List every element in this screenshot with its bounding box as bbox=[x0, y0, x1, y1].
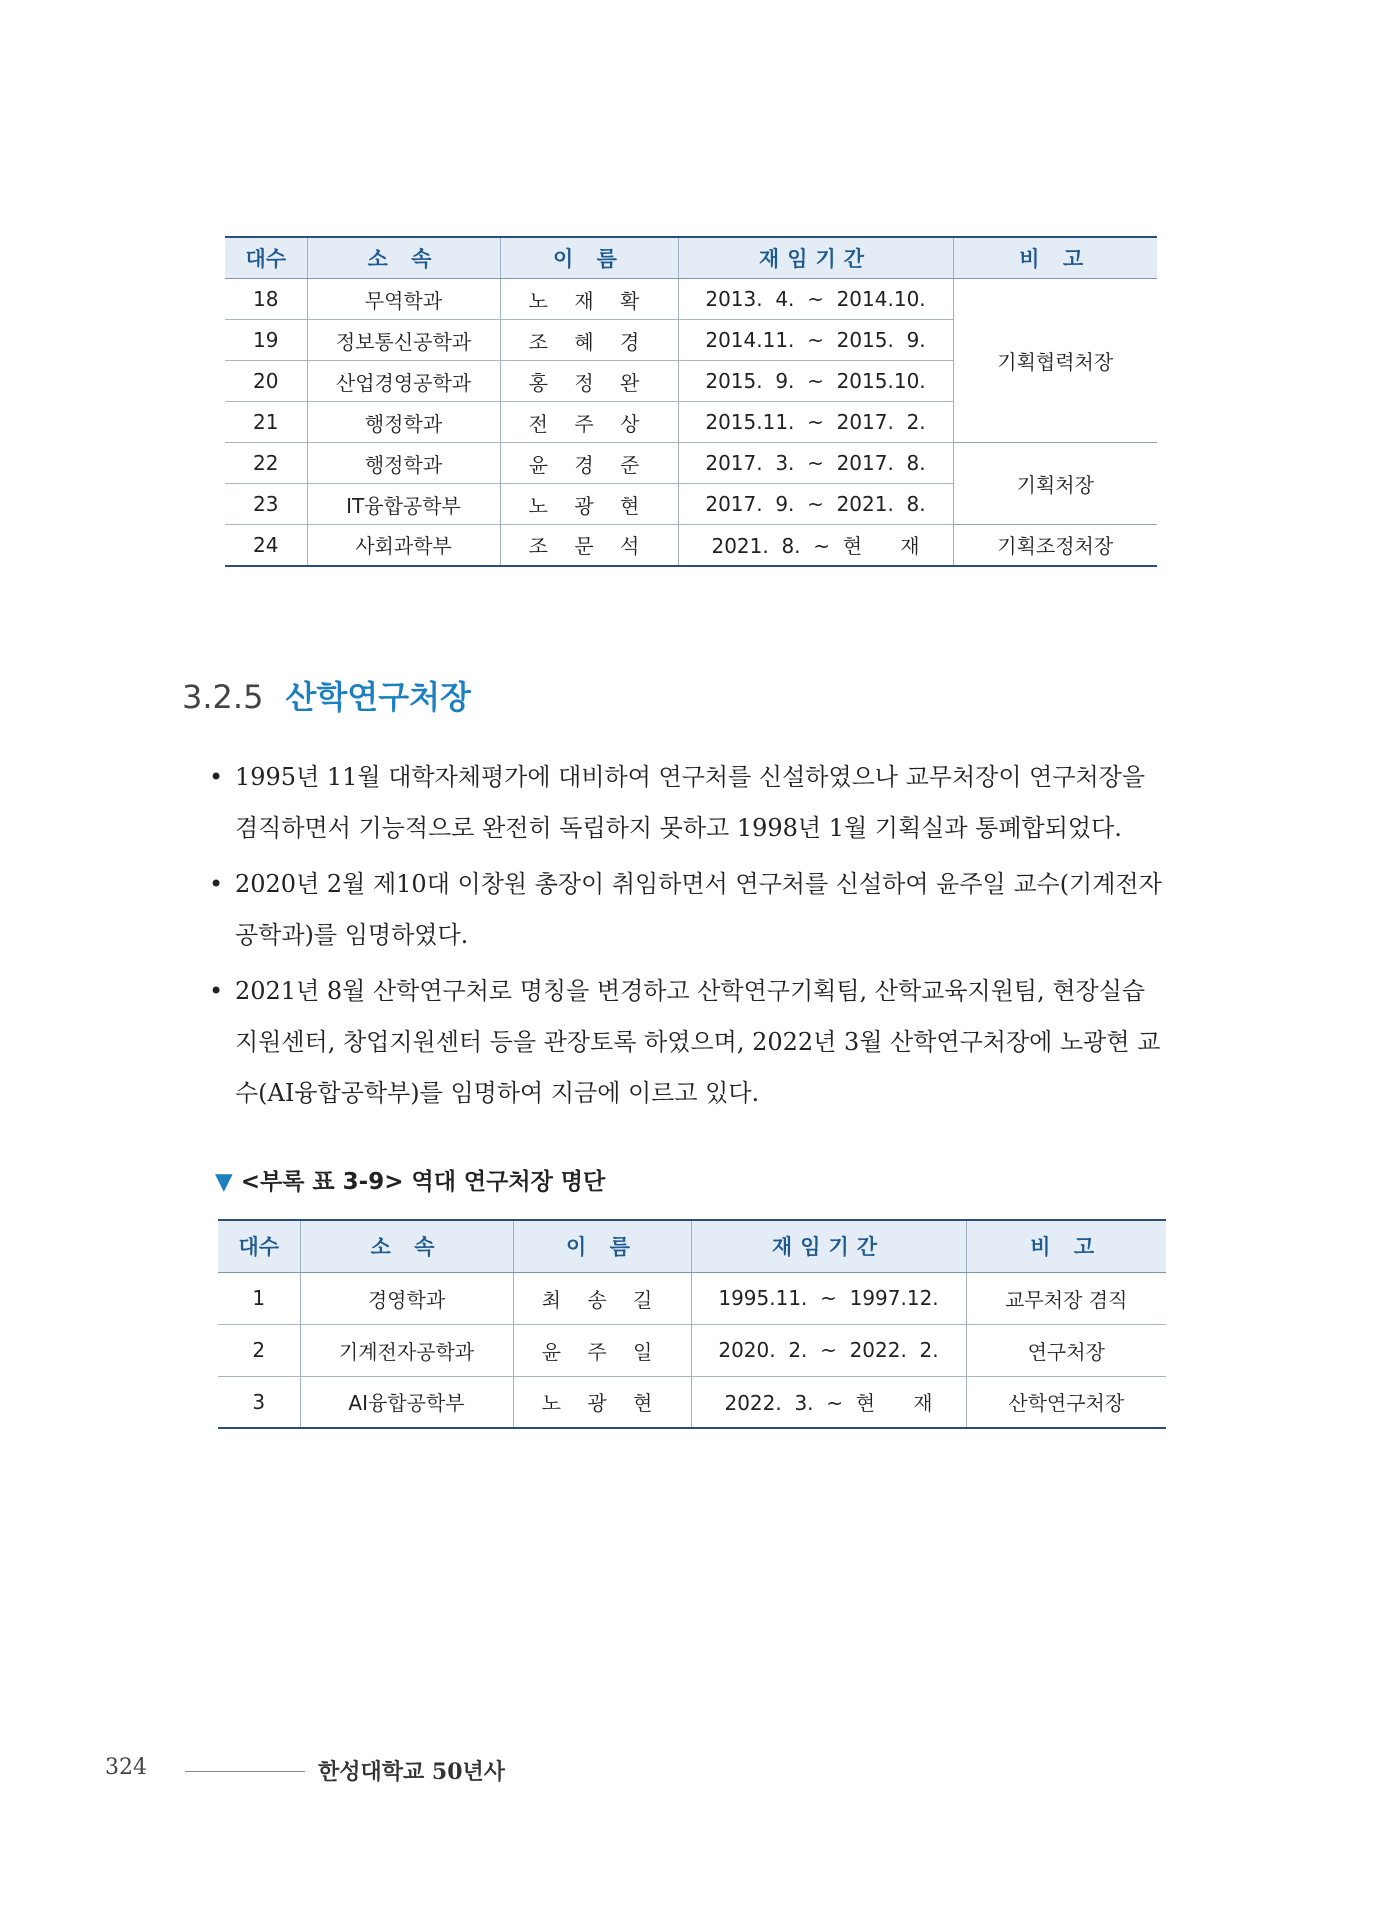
header-no: 대수 bbox=[225, 237, 307, 279]
row-term: 2017. 9. ~ 2021. 8. bbox=[678, 484, 953, 525]
page-footer bbox=[0, 1755, 1400, 1795]
section-number: 3.2.5 bbox=[182, 678, 264, 716]
row-note: 연구처장 bbox=[966, 1324, 1166, 1376]
bullet-item: • 2021년 8월 산학연구처로 명칭을 변경하고 산학연구기획팀, 산학교육지원팀, 현장실습지원센터, 창업지원센터 등을 관장토록 하였으며, 2022년 3월 산학연구처장에 노광현 교수(AI융합공학부)를 임명하여 지금에 이르고 있다. bbox=[205, 966, 1167, 1119]
table-row bbox=[218, 1324, 1166, 1376]
header-dept: 소 속 bbox=[300, 1220, 513, 1272]
row-no: 3 bbox=[218, 1376, 300, 1428]
header-note: 비 고 bbox=[953, 237, 1157, 279]
row-term: 2017. 3. ~ 2017. 8. bbox=[678, 443, 953, 484]
row-no: 20 bbox=[225, 361, 307, 402]
table-caption-text: <부록 표 3-9> 역대 연구처장 명단 bbox=[240, 1169, 606, 1195]
header-name: 이 름 bbox=[500, 237, 678, 279]
header-name: 이 름 bbox=[513, 1220, 691, 1272]
bullet-item: • 1995년 11월 대학자체평가에 대비하여 연구처를 신설하였으나 교무처장이 연구처장을 겸직하면서 기능적으로 완전히 독립하지 못하고 1998년 1월 기획실과 통폐합되었다. bbox=[205, 752, 1167, 854]
row-no: 2 bbox=[218, 1324, 300, 1376]
book-title: 한성대학교 50년사 bbox=[318, 1759, 506, 1785]
row-term: 2014.11. ~ 2015. 9. bbox=[678, 320, 953, 361]
row-term: 2021. 8. ~ 현 재 bbox=[678, 525, 953, 566]
row-no: 21 bbox=[225, 402, 307, 443]
row-name: 노 재 확 bbox=[500, 279, 678, 320]
row-dept: 정보통신공학과 bbox=[307, 320, 500, 361]
bullet-item: • 2020년 2월 제10대 이창원 총장이 취임하면서 연구처를 신설하여 윤주일 교수(기계전자공학과)를 임명하였다. bbox=[205, 859, 1167, 961]
row-dept: 무역학과 bbox=[307, 279, 500, 320]
row-dept: 경영학과 bbox=[300, 1272, 513, 1324]
header-dept: 소 속 bbox=[307, 237, 500, 279]
row-name: 조 혜 경 bbox=[500, 320, 678, 361]
row-name: 조 문 석 bbox=[500, 525, 678, 566]
header-no: 대수 bbox=[218, 1220, 300, 1272]
table-row bbox=[218, 1376, 1166, 1428]
row-name: 홍 정 완 bbox=[500, 361, 678, 402]
row-no: 18 bbox=[225, 279, 307, 320]
dean-history-table bbox=[225, 236, 1157, 567]
row-no: 1 bbox=[218, 1272, 300, 1324]
row-dept: 행정학과 bbox=[307, 402, 500, 443]
table-row bbox=[225, 525, 1157, 566]
row-name: 윤 경 준 bbox=[500, 443, 678, 484]
row-note: 산학연구처장 bbox=[966, 1376, 1166, 1428]
row-name: 윤 주 일 bbox=[513, 1324, 691, 1376]
row-no: 23 bbox=[225, 484, 307, 525]
row-no: 19 bbox=[225, 320, 307, 361]
page-number: 324 bbox=[105, 1755, 147, 1780]
row-term: 2022. 3. ~ 현 재 bbox=[691, 1376, 966, 1428]
header-term: 재임기간 bbox=[691, 1220, 966, 1272]
section-name: 산학연구처장 bbox=[285, 678, 471, 716]
row-note: 기획조정처장 bbox=[953, 525, 1157, 566]
row-name: 노 광 현 bbox=[513, 1376, 691, 1428]
row-dept: 기계전자공학과 bbox=[300, 1324, 513, 1376]
footer-divider bbox=[185, 1771, 305, 1772]
row-name: 최 송 길 bbox=[513, 1272, 691, 1324]
table-row bbox=[218, 1272, 1166, 1324]
research-dean-table bbox=[218, 1219, 1166, 1429]
row-term: 2013. 4. ~ 2014.10. bbox=[678, 279, 953, 320]
row-term: 2015. 9. ~ 2015.10. bbox=[678, 361, 953, 402]
row-note: 교무처장 겸직 bbox=[966, 1272, 1166, 1324]
row-name: 전 주 상 bbox=[500, 402, 678, 443]
triangle-down-icon: ▼ bbox=[215, 1169, 233, 1195]
table-row bbox=[225, 443, 1157, 484]
row-term: 1995.11. ~ 1997.12. bbox=[691, 1272, 966, 1324]
table-header-row bbox=[225, 237, 1157, 279]
row-dept: IT융합공학부 bbox=[307, 484, 500, 525]
table-header-row bbox=[218, 1220, 1166, 1272]
row-note: 기획협력처장 bbox=[953, 279, 1157, 443]
row-dept: 행정학과 bbox=[307, 443, 500, 484]
row-term: 2015.11. ~ 2017. 2. bbox=[678, 402, 953, 443]
table-row bbox=[225, 279, 1157, 320]
row-name: 노 광 현 bbox=[500, 484, 678, 525]
row-note: 기획처장 bbox=[953, 443, 1157, 525]
section-title bbox=[182, 672, 471, 718]
row-term: 2020. 2. ~ 2022. 2. bbox=[691, 1324, 966, 1376]
row-dept: 사회과학부 bbox=[307, 525, 500, 566]
header-note: 비 고 bbox=[966, 1220, 1166, 1272]
row-no: 22 bbox=[225, 443, 307, 484]
table-caption bbox=[215, 1163, 605, 1196]
section-bullets bbox=[205, 752, 1167, 1124]
row-dept: 산업경영공학과 bbox=[307, 361, 500, 402]
row-no: 24 bbox=[225, 525, 307, 566]
header-term: 재임기간 bbox=[678, 237, 953, 279]
row-dept: AI융합공학부 bbox=[300, 1376, 513, 1428]
